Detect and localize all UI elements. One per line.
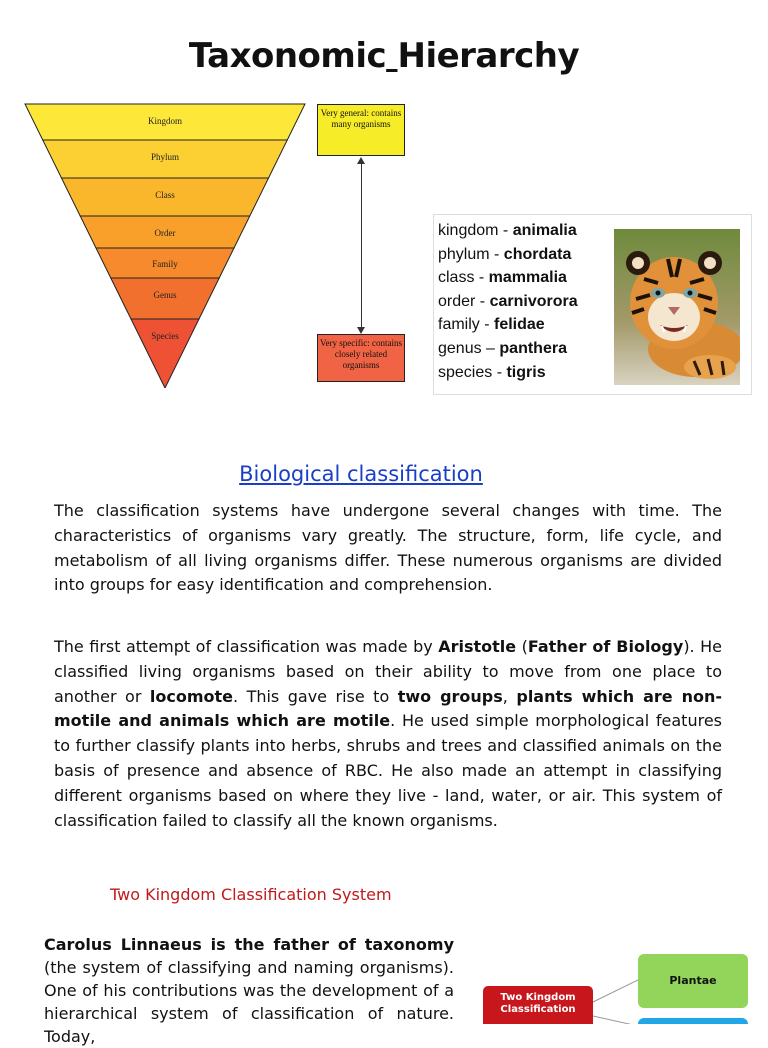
bold-father-of-biology: Father of Biology [527,637,684,656]
taxonomy-row-kingdom [438,219,578,243]
paragraph-linnaeus: Carolus Linnaeus is the father of taxonomy (the system of classifying and naming organisms). One of his contributions was the development of a hierarchical system of classification of nature. Today, [44,935,454,1046]
tiger-cub-photo [614,229,740,385]
taxonomy-value: carnivorora [489,292,578,310]
taxonomy-example-list [438,219,578,384]
two-kingdom-box: Two Kingdom Classification [483,986,593,1024]
pyramid-label-order: Order [154,228,176,238]
taxonomy-value: tigris [506,363,546,381]
pyramid-label-phylum: Phylum [150,152,180,162]
taxonomy-rank: phylum - [438,245,504,263]
bold-plants-animals: plants which are non-motile and animals which are motile [54,686,723,731]
taxonomy-rank: genus – [438,339,500,357]
taxonomy-row-phylum [438,243,578,267]
arrow-line [361,160,362,330]
legend-general-box: Very general: contains many organisms [317,104,405,156]
taxonomy-rank: class - [438,269,489,287]
bold-aristotle: Aristotle [438,637,517,656]
title-part2: Hierarchy [397,36,580,76]
paragraph-intro: The classification systems have undergone several changes with time. The characteristics of organisms vary greatly. The structure, form, life cycle, and metabolism of all living organisms differ. These numerous organisms are divided into groups for easy identification and comprehension. [54,501,722,595]
taxonomy-row-class [438,266,578,290]
bold-linnaeus: Carolus Linnaeus is the father of taxonomy [44,935,454,954]
taxonomy-row-species [438,361,578,385]
tiger-example-card [433,214,752,395]
two-kingdom-diagram [470,940,768,1024]
legend-specific-box: Very specific: contains closely related organisms [317,334,405,382]
taxonomy-row-order [438,290,578,314]
taxonomy-rank: order - [438,292,490,310]
section-heading-biological-classification: Biological classification [239,462,483,486]
pyramid-label-kingdom: Kingdom [147,116,183,126]
pyramid-label-species: Species [151,331,179,341]
paragraph-aristotle: The first attempt of classification was made by Aristotle (Father of Biology). He classified living organisms based on their ability to move from one place to another or locomote. This gave rise to two groups, plants which are non-motile and animals which are motile. He used simple morphological features to further classify plants into herbs, shrubs and trees and classified animals on the basis of presence and absence of RBC. He also made an attempt in classifying different organisms based on where they live - land, water, or air. This system of classification failed to classify all the known organisms. [54,637,723,830]
taxonomy-row-genus [438,337,578,361]
bold-locomote: locomote [149,686,234,706]
arrow-down-icon [357,327,365,334]
taxonomy-rank: family - [438,316,494,334]
taxonomy-rank: kingdom - [438,222,513,239]
animalia-box [638,1018,748,1024]
pyramid-label-family: Family [152,259,178,269]
taxonomy-value: chordata [503,245,572,263]
pyramid-label-class: Class [155,190,175,200]
taxonomy-value: felidae [494,316,545,334]
plantae-box: Plantae [638,954,748,1008]
taxonomy-value: panthera [499,339,567,357]
bold-two-groups: two groups [397,686,503,706]
page-title [0,36,768,76]
title-part1: Taxonomic [188,36,387,76]
pyramid-label-genus: Genus [153,290,177,300]
taxonomy-value: mammalia [488,269,567,287]
taxonomy-rank: species - [438,363,507,381]
sub-heading-two-kingdom: Two Kingdom Classification System [110,885,392,904]
taxonomy-row-family [438,313,578,337]
taxonomy-pyramid [20,98,310,388]
taxonomy-value: animalia [512,222,577,239]
pyramid-band-species [131,319,199,388]
